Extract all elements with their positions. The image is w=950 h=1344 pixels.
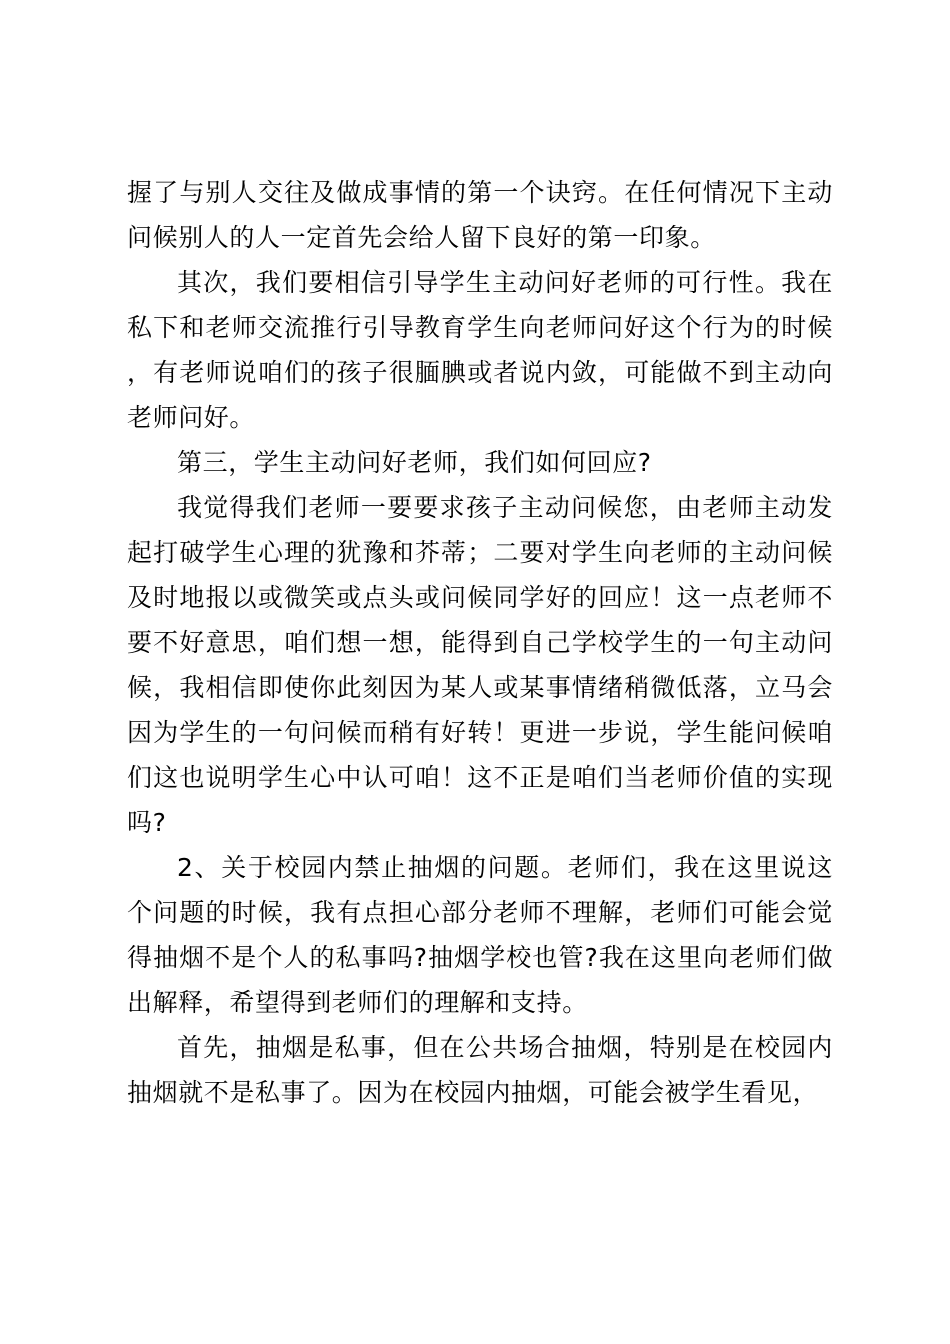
- paragraph-5: 2、关于校园内禁止抽烟的问题。老师们，我在这里说这个问题的时候，我有点担心部分老师不理解，老师们可能会觉得抽烟不是个人的私事吗?抽烟学校也管?我在这里向老师们做出解释，希望得到老师们的理解和支持。: [127, 853, 833, 1017]
- document-body: [127, 170, 833, 1115]
- paragraph-4: 我觉得我们老师一要要求孩子主动问候您，由老师主动发起打破学生心理的犹豫和芥蒂；二要对学生向老师的主动问候及时地报以或微笑或点头或问候同学好的回应！这一点老师不要不好意思，咱们想一想，能得到自己学校学生的一句主动问候，我相信即使你此刻因为某人或某事情绪稍微低落，立马会因为学生的一句问候而稍有好转！更进一步说，学生能问候咱们这也说明学生心中认可咱！这不正是咱们当老师价值的实现吗?: [127, 493, 833, 837]
- paragraph-3: 第三，学生主动问好老师，我们如何回应?: [177, 448, 652, 477]
- paragraph-1: 握了与别人交往及做成事情的第一个诀窍。在任何情况下主动问候别人的人一定首先会给人留下良好的第一印象。: [127, 178, 833, 252]
- paragraph-6: 首先，抽烟是私事，但在公共场合抽烟，特别是在校园内抽烟就不是私事了。因为在校园内抽烟，可能会被学生看见，: [127, 1033, 833, 1107]
- paragraph-2: 其次，我们要相信引导学生主动问好老师的可行性。我在私下和老师交流推行引导教育学生向老师问好这个行为的时候，有老师说咱们的孩子很腼腆或者说内敛，可能做不到主动向老师问好。: [127, 268, 833, 432]
